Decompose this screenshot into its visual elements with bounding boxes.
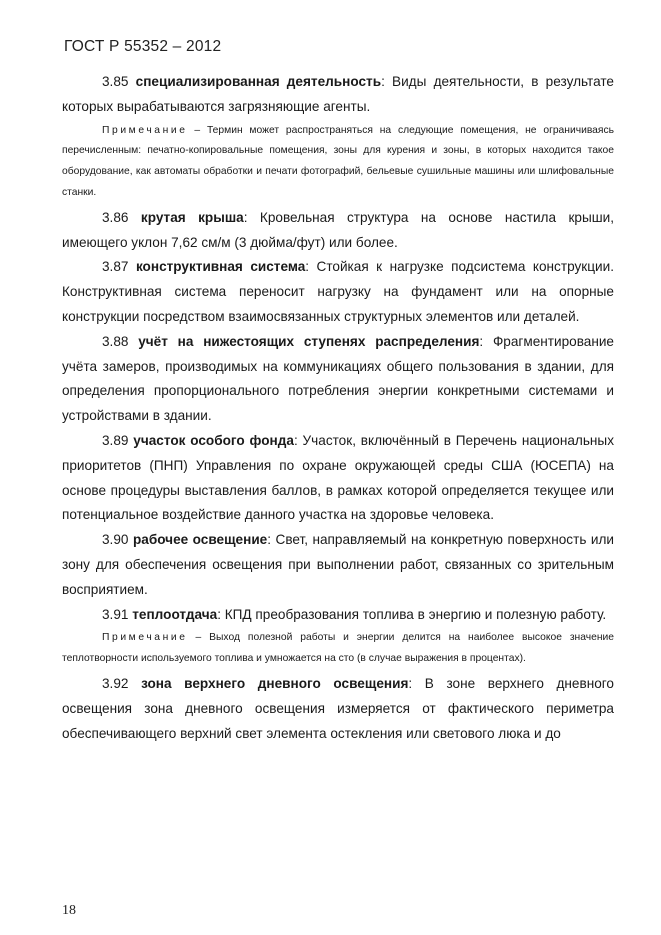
entry-3-88 [62,330,614,429]
entry-term: рабочее освещение [132,532,268,548]
standard-header: ГОСТ Р 55352 – 2012 [64,38,222,55]
entry-term: крутая крыша [140,209,244,225]
entry-definition: : В зоне верхнего дневного освещения зона дневного освещения измеряется от фактического периметра обеспечивающего верхний свет элемента остекления или светового люка и до [62,675,614,741]
entry-number: 3.88 [102,333,129,349]
note-text: – Термин может распространяться на следующие помещения, не ограничиваясь перечисленным: печатно-копировальные помещения, зоны для курения и зоны, в которых находится такое оборудование, как автоматы обработки и печати фотографий, бельевые сушильные машины или шлифовальные станки. [62,124,614,198]
entry-3-85 [62,70,614,120]
entry-term: зона верхнего дневного освещения [141,675,409,691]
entry-definition: : Стойкая к нагрузке подсистема конструкции. Конструктивная система переносит нагрузку на фундамент или на опорные конструкции посредством взаимосвязанных структурных элементов или деталей. [62,259,614,324]
entry-3-87 [62,255,614,329]
entry-number: 3.87 [102,259,129,275]
note-3-91 [62,628,614,670]
entry-3-89 [62,429,614,528]
entry-term: учёт на нижестоящих ступенях распределения [138,333,480,349]
entry-definition: : Кровельная структура на основе настила крыши, имеющего уклон 7,62 см/м (3 дюйма/фут) или более. [62,209,615,250]
entry-3-91 [62,603,614,628]
note-label: Примечание [102,124,188,136]
note-3-85 [62,121,614,204]
entry-3-90 [62,528,614,602]
entry-term: теплоотдача [132,606,218,622]
entry-term: специализированная деятельность [135,74,382,89]
entry-definition: : Виды деятельности, в результате которых вырабатываются загрязняющие агенты. [62,74,614,114]
entry-3-86 [62,206,614,256]
entry-number: 3.86 [102,209,129,225]
entry-definition: : Фрагментирование учёта замеров, производимых на коммуникациях общего пользования в здании, для определения пропорционального потребления энергии конкретными системами и устройствами в здании. [62,333,614,424]
entry-number: 3.90 [102,532,129,548]
document-body [62,70,614,746]
entry-number: 3.91 [102,606,129,622]
entry-number: 3.92 [102,675,129,691]
entry-number: 3.85 [102,74,129,89]
note-label: Примечание [102,632,188,644]
note-text: – Выход полезной работы и энергии делится на наиболее высокое значение теплотворности используемого топлива и умножается на сто (в случае выражения в процентах). [62,632,614,665]
entry-definition: : КПД преобразования топлива в энергию и полезную работу. [217,606,607,622]
entry-definition: : Свет, направляемый на конкретную поверхность или зону для обеспечения освещения при выполнении работ, связанных со зрительным восприятием. [62,532,614,597]
entry-definition: : Участок, включённый в Перечень национальных приоритетов (ПНП) Управления по охране окружающей среды США (ЮСЕПА) на основе процедуры выставления баллов, в рамках которой определяется текущее или потенциальное воздействие данного участка на здоровье человека. [62,432,614,523]
entry-number: 3.89 [102,432,129,448]
entry-3-92 [62,672,614,746]
entry-term: участок особого фонда [133,432,294,448]
entry-term: конструктивная система [135,259,306,275]
page-number: 18 [62,903,76,918]
